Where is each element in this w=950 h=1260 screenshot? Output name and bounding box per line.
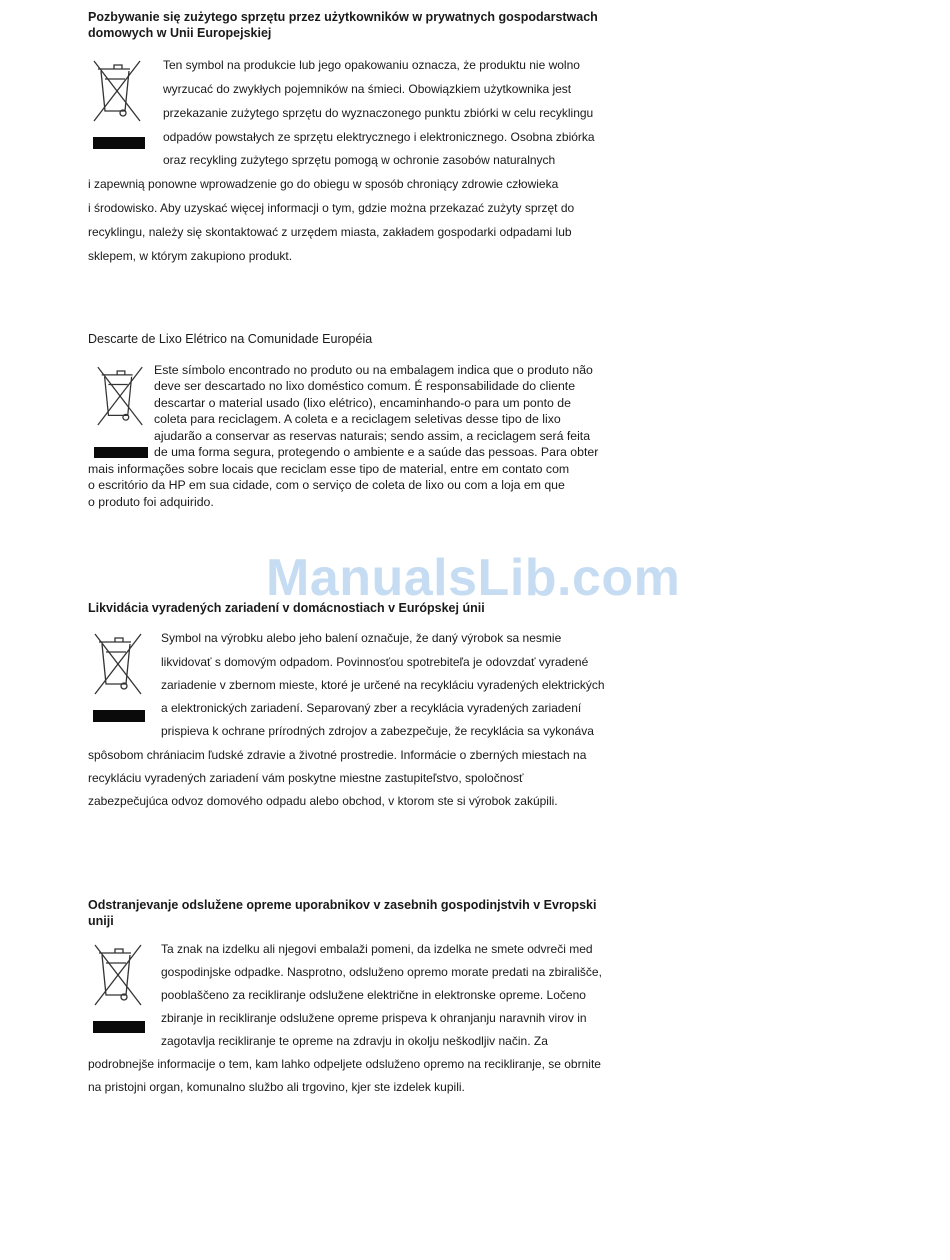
section-title: [88, 9, 663, 41]
text-line: recyklingu, należy się skontaktować z urzędem miasta, zakładem gospodarki odpadami lub: [88, 225, 572, 239]
section-polish: [88, 9, 663, 274]
text-line: gospodinjske odpadke. Nasprotno, odsluženo opremo morate predati na zbirališče,: [161, 965, 602, 979]
section-title: [88, 600, 663, 616]
text-line: recykláciu vyradených zariadení vám poskytne miestne zastupiteľstvo, spoločnosť: [88, 771, 524, 785]
weee-crossed-bin-icon: [90, 59, 146, 125]
text-line: zagotavlja recikliranje te opreme na zdravju in okolju neškodljiv način. Za: [161, 1034, 548, 1048]
weee-bar-mark: [93, 710, 145, 722]
text-line: odpadów powstałych ze sprzętu elektrycznego i elektronicznego. Osobna zbiórka: [163, 130, 595, 144]
text-line: oraz recykling zużytego sprzętu pomogą w ochronie zasobów naturalnych: [163, 153, 556, 167]
title-line: Descarte de Lixo Elétrico na Comunidade Européia: [88, 332, 373, 346]
text-line: i zapewnią ponowne wprowadzenie go do obiegu w sposób chroniący zdrowie człowieka: [88, 177, 559, 191]
section-portuguese: [88, 331, 663, 516]
text-line: a elektronických zariadení. Separovaný zber a recyklácia vyradených zariadení: [161, 701, 582, 715]
text-line: prispieva k ochrane prírodných zdrojov a zabezpečuje, že recyklácia sa vykonáva: [161, 724, 594, 738]
text-line: coleta para reciclagem. A coleta e a reciclagem seletivas desse tipo de lixo: [154, 412, 561, 426]
text-line: o produto foi adquirido.: [88, 495, 214, 509]
manualslib-watermark: ManualsLib.com: [266, 549, 681, 607]
weee-bar-mark: [93, 137, 145, 149]
text-line: zabezpečujúca odvoz domového odpadu alebo obchod, v ktorom ste si výrobok zakúpili.: [88, 794, 558, 808]
text-line: podrobnejše informacije o tem, kam lahko odpeljete odsluženo opremo na recikliranje, se obrnite: [88, 1057, 601, 1071]
text-line: i środowisko. Aby uzyskać więcej informacji o tym, gdzie można przekazać zużyty sprzęt do: [88, 201, 575, 215]
text-line: likvidovať s domovým odpadom. Povinnosťou spotrebiteľa je odovzdať vyradené: [161, 655, 589, 669]
weee-bar-mark: [93, 1021, 145, 1033]
text-line: Ta znak na izdelku ali njegovi embalaži pomeni, da izdelka ne smete odvreči med: [161, 942, 593, 956]
weee-crossed-bin-icon: [91, 632, 147, 698]
text-line: zariadenie v zbernom mieste, ktoré je určené na recykláciu vyradených elektrických: [161, 678, 605, 692]
text-line: deve ser descartado no lixo doméstico comum. É responsabilidade do cliente: [154, 379, 576, 393]
text-line: descartar o material usado (lixo elétrico), encaminhando-o para um ponto de: [154, 396, 571, 410]
text-line: wyrzucać do zwykłych pojemników na śmieci. Obowiązkiem użytkownika jest: [163, 82, 572, 96]
text-line: o escritório da HP em sua cidade, com o serviço de coleta de lixo ou com a loja em que: [88, 478, 565, 492]
weee-bar-mark: [94, 447, 148, 458]
section-slovak: [88, 600, 663, 815]
text-line: Ten symbol na produkcie lub jego opakowaniu oznacza, że produktu nie wolno: [163, 58, 580, 72]
text-line: Symbol na výrobku alebo jeho balení označuje, že daný výrobok sa nesmie: [161, 631, 562, 645]
text-line: zbiranje in recikliranje odslužene opreme prispeva k ohranjanju naravnih virov in: [161, 1011, 587, 1025]
title-line: Odstranjevanje odslužene opreme uporabnikov v zasebnih gospodinjstvih v Evropski: [88, 898, 597, 912]
text-line: ajudarão a conservar as reservas naturais; sendo assim, a reciclagem será feita: [154, 429, 591, 443]
text-line: na pristojni organ, komunalno službo ali trgovino, kjer ste izdelek kupili.: [88, 1080, 465, 1094]
weee-crossed-bin-icon: [94, 365, 148, 429]
text-line: pooblaščeno za recikliranje odslužene električne in elektronske opreme. Ločeno: [161, 988, 586, 1002]
text-line: spôsobom chrániacim ľudské zdravie a životné prostredie. Informácie o zberných miestach na: [88, 748, 587, 762]
title-line: uniji: [88, 914, 114, 928]
text-line: sklepem, w którym zakupiono produkt.: [88, 249, 293, 263]
text-line: przekazanie zużytego sprzętu do wyznaczonego punktu zbiórki w celu recyklingu: [163, 106, 594, 120]
section-title: [88, 897, 663, 929]
section-title: [88, 331, 663, 347]
weee-crossed-bin-icon: [91, 943, 147, 1009]
title-line: domowych w Unii Europejskiej: [88, 26, 272, 40]
text-line: de uma forma segura, protegendo o ambiente e a saúde das pessoas. Para obter: [154, 445, 599, 459]
title-line: Likvidácia vyradených zariadení v domácnostiach v Európskej únii: [88, 601, 485, 615]
text-line: Este símbolo encontrado no produto ou na embalagem indica que o produto não: [154, 363, 593, 377]
title-line: Pozbywanie się zużytego sprzętu przez użytkowników w prywatnych gospodarstwach: [88, 10, 598, 24]
section-slovenian: [88, 897, 663, 1102]
text-line: mais informações sobre locais que reciclam esse tipo de material, entre em contato com: [88, 462, 570, 476]
